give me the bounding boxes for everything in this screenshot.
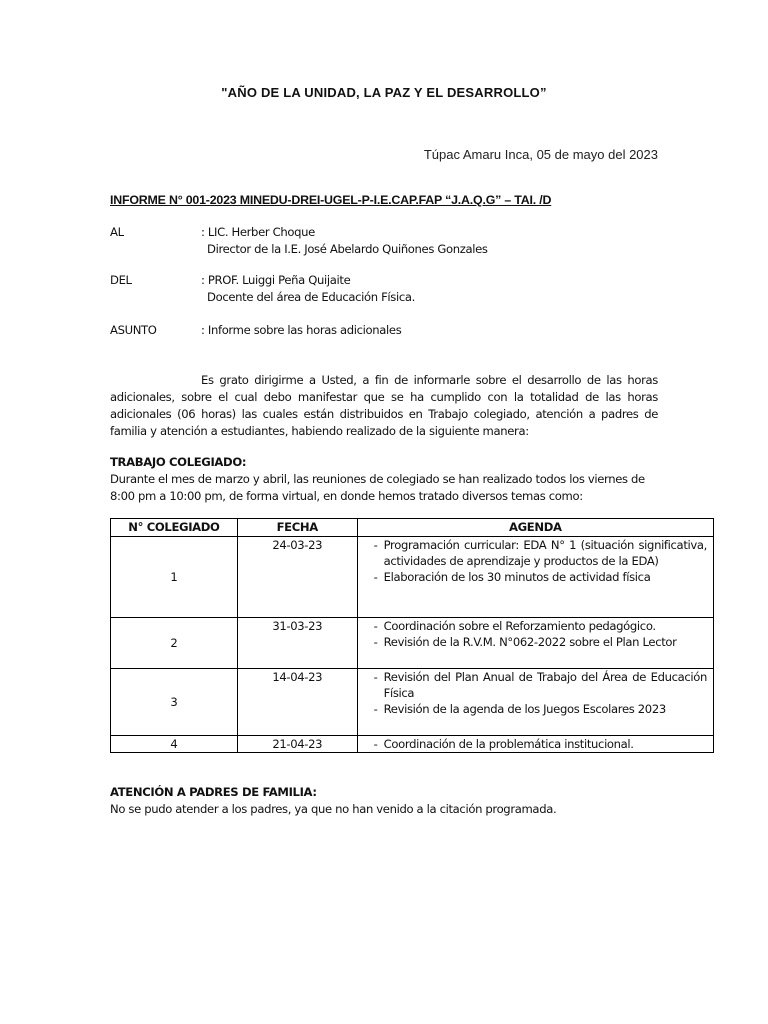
to-label: AL [110, 225, 124, 239]
year-title: "AÑO DE LA UNIDAD, LA PAZ Y EL DESARROLLO” [221, 85, 547, 100]
collegiate-title: TRABAJO COLEGIADO: [110, 455, 247, 469]
header-num: N° COLEGIADO [111, 519, 238, 537]
report-code: INFORME N° 001-2023 MINEDU-DREI-UGEL-P-I.E.CAP.FAP “J.A.Q.G” – TAI. /D [110, 193, 552, 207]
collegiate-text: Durante el mes de marzo y abril, las reuniones de colegiado se han realizado todos los viernes de 8:00 pm a 10:00 pm, de forma virtual, en donde hemos tratado diversos temas como: [110, 472, 645, 503]
row-num: 4 [111, 736, 238, 753]
table-row [111, 736, 714, 753]
from-role: Docente del área de Educación Física. [207, 290, 415, 304]
table-row [111, 618, 714, 669]
subject-value: : Informe sobre las horas adicionales [201, 323, 402, 337]
row-num: 1 [111, 537, 238, 618]
row-agenda [357, 736, 713, 753]
table-row [111, 669, 714, 736]
to-role: Director de la I.E. José Abelardo Quiñones Gonzales [207, 242, 488, 256]
row-num: 3 [111, 669, 238, 736]
header-agenda: AGENDA [357, 519, 713, 537]
place-date: Túpac Amaru Inca, 05 de mayo del 2023 [423, 147, 658, 162]
row-agenda [357, 537, 713, 618]
row-num: 2 [111, 618, 238, 669]
from-label: DEL [110, 273, 132, 287]
agenda-item: - Revisión del Plan Anual de Trabajo del Área de Educación Física [374, 669, 707, 701]
agenda-item: - Coordinación de la problemática institucional. [374, 736, 707, 752]
agenda-item: - Coordinación sobre el Reforzamiento pedagógico. [374, 618, 707, 634]
row-date: 24-03-23 [237, 537, 357, 618]
to-name: : LIC. Herber Choque [201, 225, 315, 239]
header-date: FECHA [237, 519, 357, 537]
agenda-item: - Revisión de la agenda de los Juegos Escolares 2023 [374, 701, 707, 717]
agenda-item: - Programación curricular: EDA N° 1 (situación significativa, actividades de aprendizaje y productos de la EDA) [374, 537, 707, 569]
row-date: 31-03-23 [237, 618, 357, 669]
row-date: 21-04-23 [237, 736, 357, 753]
table-row [111, 537, 714, 618]
intro-paragraph: Es grato dirigirme a Usted, a fin de informarle sobre el desarrollo de las horas adicionales, sobre el cual debo manifestar que se ha cumplido con la totalidad de las horas adicionales (06 horas) las cuales están distribuidos en Trabajo colegiado, atención a padres de familia y atención a estudiantes, habiendo realizado de la siguiente manera: [110, 373, 658, 438]
table-header-row [111, 519, 714, 537]
parents-title: ATENCIÓN A PADRES DE FAMILIA: [110, 785, 317, 799]
agenda-item: - Revisión de la R.V.M. N°062-2022 sobre el Plan Lector [374, 634, 707, 650]
agenda-table [110, 518, 714, 753]
row-agenda [357, 618, 713, 669]
row-agenda [357, 669, 713, 736]
parents-text: No se pudo atender a los padres, ya que no han venido a la citación programada. [110, 802, 557, 816]
agenda-item: - Elaboración de los 30 minutos de actividad física [374, 569, 707, 585]
from-name: : PROF. Luiggi Peña Quijaite [201, 273, 351, 287]
subject-label: ASUNTO [110, 323, 157, 337]
row-date: 14-04-23 [237, 669, 357, 736]
